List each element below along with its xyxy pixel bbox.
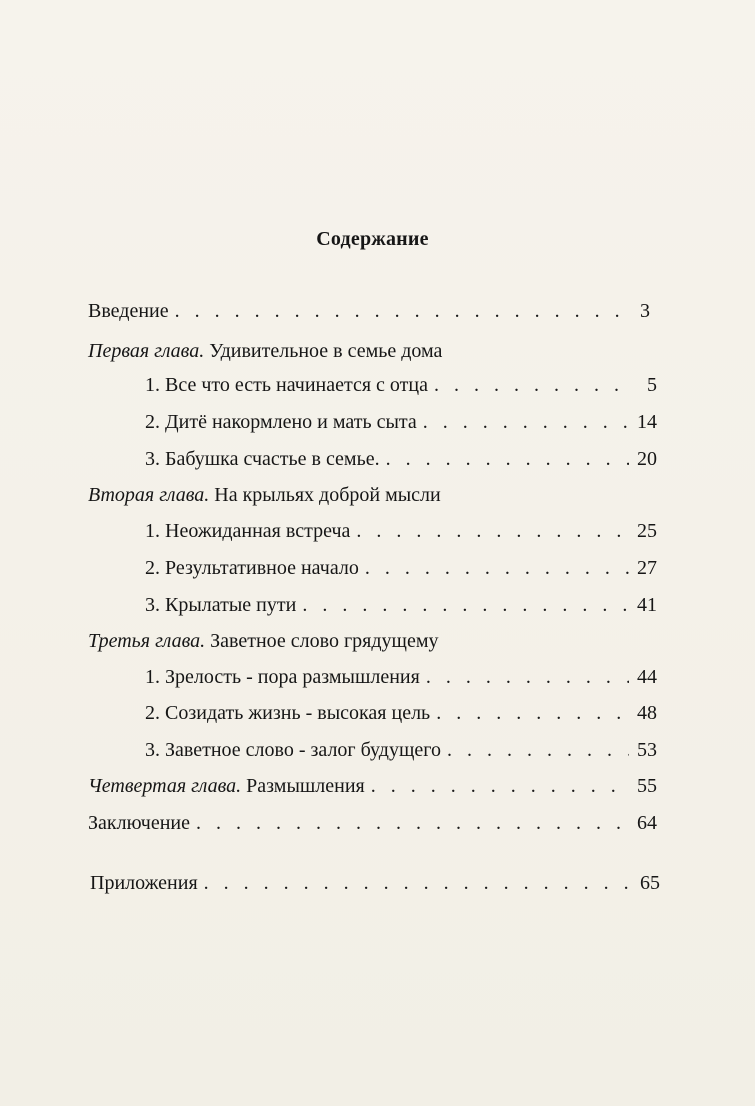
dot-leader (356, 518, 629, 544)
toc-entry-label: 2. Созидать жизнь - высокая цель (145, 702, 431, 724)
toc-page-number: 41 (637, 594, 657, 616)
toc-entry-label: 1. Зрелость - пора размышления (145, 666, 420, 688)
dot-leader (175, 298, 622, 324)
toc-entry-label: 3. Крылатые пути (145, 594, 297, 616)
chapter-heading-3 (88, 628, 438, 654)
toc-page-number: 44 (637, 666, 657, 688)
toc-entry (145, 592, 657, 618)
toc-entry (145, 700, 657, 726)
toc-page-number: 14 (637, 411, 657, 433)
chapter-title: Размышления (241, 775, 365, 797)
chapter-heading-2 (88, 482, 441, 508)
toc-entry-label: 2. Результативное начало (145, 557, 359, 579)
toc-entry-label: 3. Бабушка счастье в семье. (145, 448, 380, 470)
toc-page-number: 53 (637, 739, 657, 761)
dot-leader (426, 664, 629, 690)
toc-entry-label: 1. Неожиданная встреча (145, 520, 351, 542)
toc-entry-label: 3. Заветное слово - залог будущего (145, 739, 441, 761)
toc-entry-label: 2. Дитё накормлено и мать сыта (145, 411, 417, 433)
toc-page-number: 27 (637, 557, 657, 579)
toc-entry-label: Введение (88, 300, 169, 322)
toc-entry-conclusion (88, 810, 657, 836)
toc-page-number: 48 (637, 702, 657, 724)
toc-entry (145, 664, 657, 690)
page-title: Содержание (316, 228, 429, 250)
dot-leader (434, 372, 629, 398)
toc-entry (145, 518, 657, 544)
dot-leader (447, 737, 629, 763)
chapter-title: На крыльях доброй мысли (209, 484, 441, 506)
dot-leader (196, 810, 629, 836)
toc-entry (145, 409, 657, 435)
toc-entry-appendix (90, 870, 660, 896)
toc-page-number: 65 (640, 872, 660, 894)
toc-entry-label (88, 773, 365, 799)
toc-page-number: 25 (637, 520, 657, 542)
dot-leader (371, 773, 629, 799)
dot-leader (423, 409, 629, 435)
toc-entry-intro (88, 298, 650, 324)
toc-entry-label: Приложения (90, 872, 198, 894)
dot-leader (436, 700, 629, 726)
chapter-prefix: Вторая глава. (88, 484, 210, 506)
toc-entry-label: 1. Все что есть начинается с отца (145, 374, 428, 396)
toc-entry (145, 446, 657, 472)
toc-entry (145, 555, 657, 581)
toc-entry (145, 737, 657, 763)
toc-page-number: 5 (647, 374, 657, 396)
toc-entry (145, 372, 657, 398)
chapter-prefix: Первая глава. (88, 340, 205, 362)
chapter-title: Удивительное в семье дома (204, 340, 443, 362)
toc-page-number: 55 (637, 775, 657, 797)
toc-page-number: 3 (640, 300, 650, 322)
toc-entry-chapter-4 (88, 773, 657, 799)
chapter-prefix: Третья глава. (88, 630, 206, 652)
chapter-prefix: Четвертая глава. (88, 775, 242, 797)
toc-page-number: 64 (637, 812, 657, 834)
chapter-heading-1 (88, 338, 442, 364)
chapter-title: Заветное слово грядущему (205, 630, 439, 652)
dot-leader (204, 870, 632, 896)
dot-leader (386, 446, 629, 472)
dot-leader (365, 555, 629, 581)
toc-page-number: 20 (637, 448, 657, 470)
toc-entry-label: Заключение (88, 812, 190, 834)
dot-leader (302, 592, 629, 618)
